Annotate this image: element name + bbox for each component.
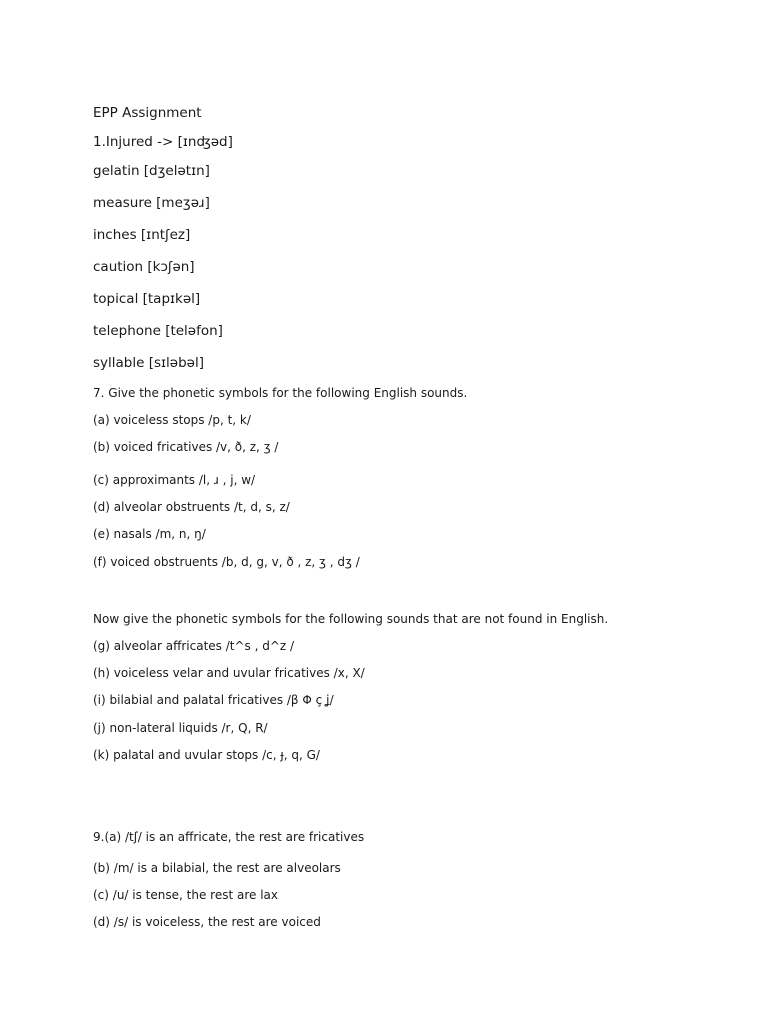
document-title: EPP Assignment xyxy=(93,105,202,121)
transcription-line: caution [kɔʃən] xyxy=(93,259,195,275)
transcription-line: topical [tapɪkəl] xyxy=(93,291,201,307)
answer-line: (c) /u/ is tense, the rest are lax xyxy=(93,888,278,902)
answer-line: (c) approximants /l, ɹ , j, w/ xyxy=(93,473,256,487)
answer-line: (d) alveolar obstruents /t, d, s, z/ xyxy=(93,500,290,514)
answer-line: (g) alveolar affricates /t^s , d^z / xyxy=(93,639,295,653)
answer-line: (i) bilabial and palatal fricatives /β Φ ç ʝ/ xyxy=(93,693,334,707)
transcription-line: syllable [sɪləbəl] xyxy=(93,355,204,371)
answer-line: (j) non-lateral liquids /r, Q, R/ xyxy=(93,721,268,735)
answer-line: (f) voiced obstruents /b, d, g, v, ð , z, ʒ , dʒ / xyxy=(93,555,360,569)
answer-line: (h) voiceless velar and uvular fricatives /x, X/ xyxy=(93,666,365,680)
answer-line: 9.(a) /tʃ/ is an affricate, the rest are fricatives xyxy=(93,830,365,844)
answer-line: (a) voiceless stops /p, t, k/ xyxy=(93,413,251,427)
answer-line: (e) nasals /m, n, ŋ/ xyxy=(93,527,206,541)
transcription-line: telephone [teləfon] xyxy=(93,323,223,339)
answer-line: (b) /m/ is a bilabial, the rest are alveolars xyxy=(93,861,341,875)
answer-line: (d) /s/ is voiceless, the rest are voiced xyxy=(93,915,321,929)
transcription-line: gelatin [dʒelətɪn] xyxy=(93,163,210,179)
answer-line: (k) palatal and uvular stops /c, ɟ, q, G/ xyxy=(93,748,320,762)
transcription-line: 1.Injured -> [ɪnʤəd] xyxy=(93,134,233,150)
question-7-subheading: Now give the phonetic symbols for the following sounds that are not found in English. xyxy=(93,612,609,626)
transcription-line: inches [ɪntʃez] xyxy=(93,227,191,243)
question-7-heading: 7. Give the phonetic symbols for the following English sounds. xyxy=(93,386,468,400)
answer-line: (b) voiced fricatives /v, ð, z, ʒ / xyxy=(93,440,279,454)
transcription-line: measure [meʒəɹ] xyxy=(93,195,210,211)
